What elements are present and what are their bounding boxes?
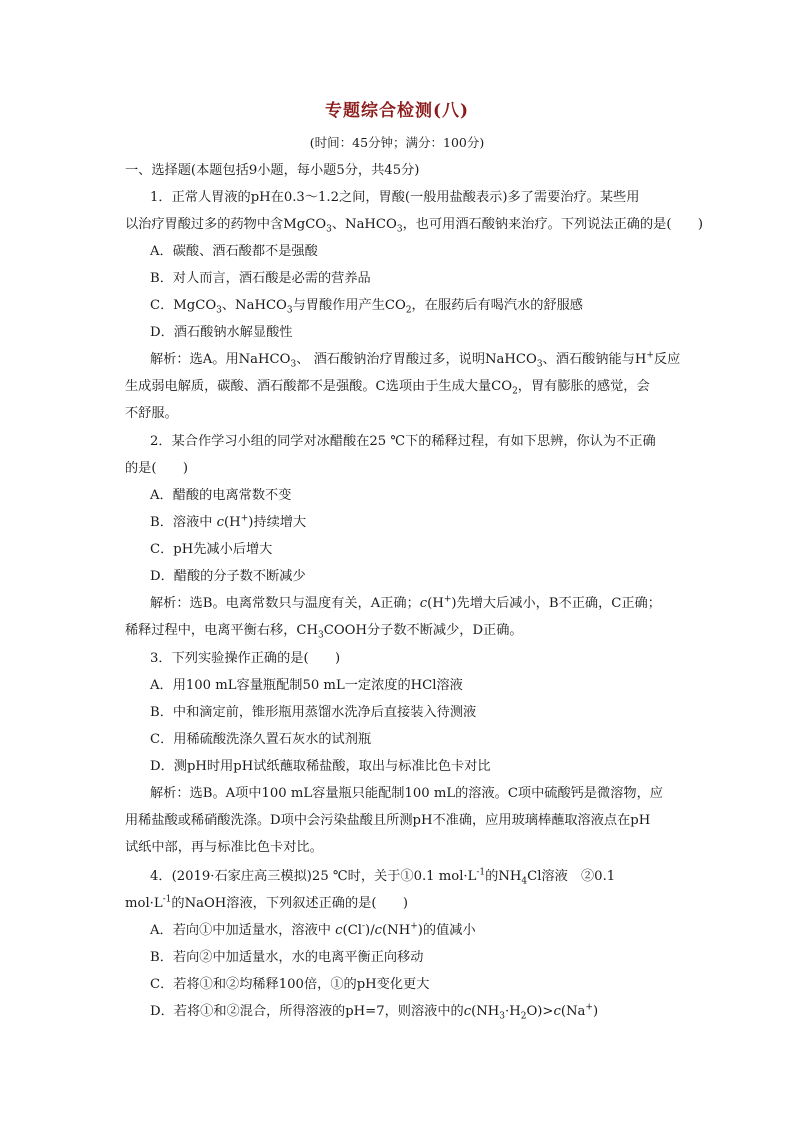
q4-option-b: B．若向②中加适量水，水的电离平衡正向移动 bbox=[150, 950, 424, 965]
q2-analysis-line1: 解析：选B。电离常数只与温度有关，A正确；c(H+)先增大后减小，B不正确，C正确； bbox=[150, 594, 661, 611]
page-subtitle: (时间：45分钟；满分：100分) bbox=[309, 135, 485, 150]
q3-stem: 3．下列实验操作正确的是( ) bbox=[150, 651, 341, 666]
section-heading: 一、选择题(本题包括9小题，每小题5分，共45分) bbox=[125, 163, 420, 178]
q4-stem-line2: $mol\cdot L^{-1}$的NaOH溶液，下列叙述正确的是( ) bbox=[125, 894, 409, 911]
q2-option-a: A．醋酸的电离常数不变 bbox=[150, 488, 292, 503]
q1-option-d: D．酒石酸钠水解显酸性 bbox=[150, 325, 293, 340]
q2-option-d: D．醋酸的分子数不断减少 bbox=[150, 569, 306, 584]
q4-option-c: C．若将①和②均稀释100倍，①的pH变化更大 bbox=[150, 977, 430, 992]
q2-option-c: C．pH先减小后增大 bbox=[150, 542, 273, 557]
q1-stem-line2: 以治疗胃酸过多的药物中含MgCO$_3$、NaHCO$_3$，也可用酒石酸钠来治疗。下列说法正确的是( ) bbox=[125, 217, 703, 235]
q2-analysis-line2: 稀释过程中，电离平衡右移，$CH_3COOH$分子数不断减少，D正确。 bbox=[125, 623, 523, 641]
q1-option-c: C．MgCO$_3$、NaHCO$_3$与胃酸作用产生$CO_2$，在服药后有喝汽水的舒服感 bbox=[150, 298, 583, 316]
q3-analysis-line3: 试纸中部，再与标准比色卡对比。 bbox=[125, 840, 323, 855]
q2-stem-line1: 2．某合作学习小组的同学对冰醋酸在25 ℃下的稀释过程，有如下思辨，你认为不正确 bbox=[150, 434, 656, 449]
q1-analysis-line2: 生成弱电解质，碳酸、酒石酸都不是强酸。C选项由于生成大量$CO_2$，胃有膨胀的感觉，会 bbox=[125, 379, 650, 397]
q4-stem-line1: 4．(2019·石家庄高三模拟)25 ℃时，关于①0.1 $mol\cdot L^{-1}$的$NH_4Cl$溶液 ②0.1 bbox=[150, 867, 616, 887]
q4-option-a: A．若向①中加适量水，溶液中 c(Cl-)/c(NH+)的值减小 bbox=[150, 921, 476, 938]
q3-option-a: A．用100 mL容量瓶配制50 mL一定浓度的HCl溶液 bbox=[150, 678, 463, 693]
q1-analysis-line1: 解析：选A。用NaHCO$_3$、 酒石酸钠治疗胃酸过多，说明NaHCO$_3$、酒石酸钠能与H+反应 bbox=[150, 350, 681, 370]
q1-option-a: A．碳酸、酒石酸都不是强酸 bbox=[150, 244, 318, 259]
q4-option-d: D．若将①和②混合，所得溶液的pH=7，则溶液中的$c(NH_3\cdot H_2O)>c(Na^+)$ bbox=[150, 1002, 599, 1022]
q3-option-d: D．测pH时用pH试纸蘸取稀盐酸，取出与标准比色卡对比 bbox=[150, 759, 491, 774]
q1-option-b: B．对人而言，酒石酸是必需的营养品 bbox=[150, 271, 371, 286]
q1-stem-line1: 1．正常人胃液的pH在0.3～1.2之间，胃酸(一般用盐酸表示)多了需要治疗。某些用 bbox=[150, 190, 640, 205]
q2-option-b: B．溶液中 c(H+)持续增大 bbox=[150, 513, 307, 530]
q3-option-b: B．中和滴定前，锥形瓶用蒸馏水洗净后直接装入待测液 bbox=[150, 705, 477, 720]
q2-stem-line2: 的是( ) bbox=[125, 461, 189, 476]
q3-analysis-line1: 解析：选B。A项中100 mL容量瓶只能配制100 mL的溶液。C项中硫酸钙是微溶物，应 bbox=[150, 786, 663, 801]
q3-analysis-line2: 用稀盐酸或稀硝酸洗涤。D项中会污染盐酸且所测pH不准确，应用玻璃棒蘸取溶液点在pH bbox=[125, 813, 651, 828]
q3-option-c: C．用稀硫酸洗涤久置石灰水的试剂瓶 bbox=[150, 732, 372, 747]
page-title: 专题综合检测(八) bbox=[324, 101, 470, 121]
q1-analysis-line3: 不舒服。 bbox=[125, 406, 178, 421]
